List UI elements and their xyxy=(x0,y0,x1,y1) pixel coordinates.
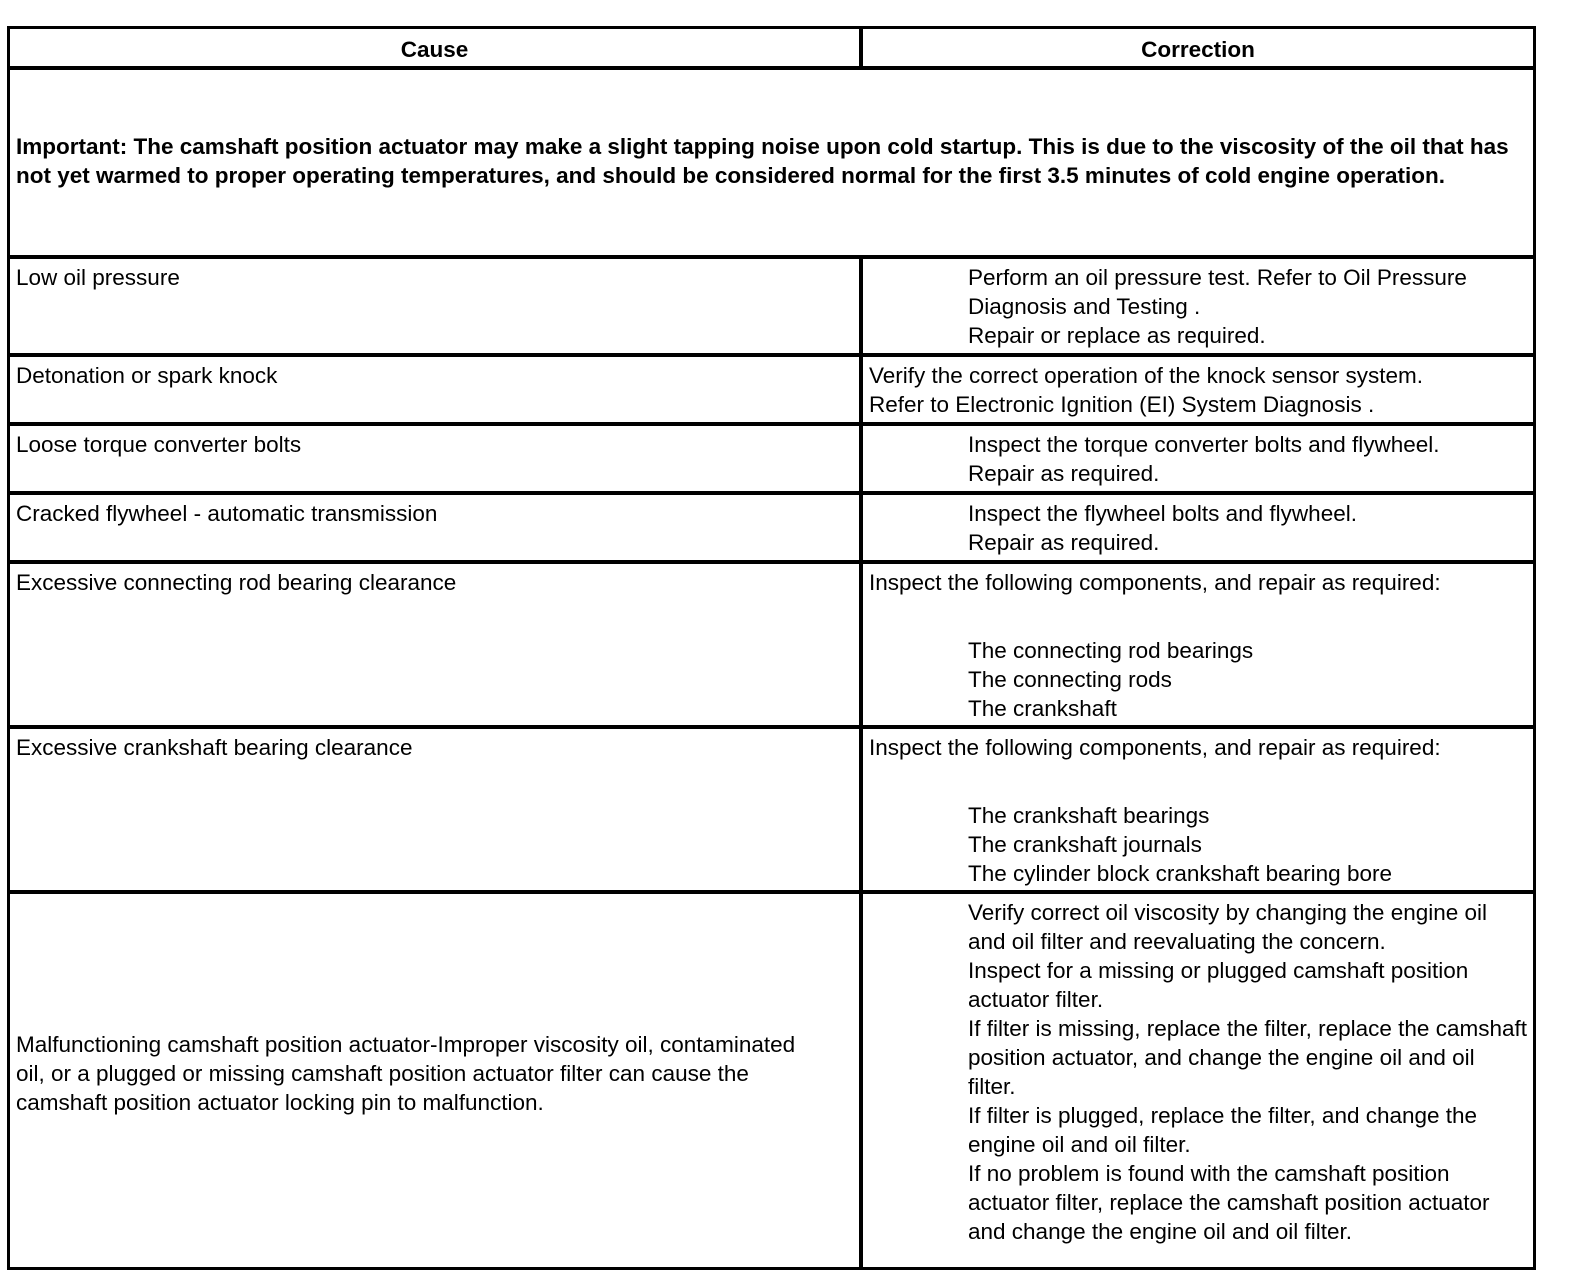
correction-intro: Inspect the following components, and repair as required: xyxy=(869,570,1441,595)
header-correction: Correction xyxy=(1141,37,1255,62)
correction-cell xyxy=(863,495,1533,560)
correction-line: Verify the correct operation of the knock sensor system. xyxy=(869,363,1424,388)
table-row xyxy=(10,729,1533,894)
table-row xyxy=(10,357,1533,426)
correction-cell xyxy=(863,259,1533,353)
correction-cell xyxy=(863,894,1533,1267)
correction-line: Inspect for a missing or plugged camshaft position actuator filter. xyxy=(968,958,1469,1012)
cause-cell: Cracked flywheel - automatic transmission xyxy=(10,495,863,560)
correction-line: Repair as required. xyxy=(968,461,1160,486)
correction-line: The cylinder block crankshaft bearing bore xyxy=(968,861,1392,886)
correction-line: Inspect the torque converter bolts and flywheel. xyxy=(968,432,1440,457)
cause-cell: Loose torque converter bolts xyxy=(10,426,863,491)
table-row xyxy=(10,259,1533,357)
correction-line: The crankshaft journals xyxy=(968,832,1202,857)
correction-line: The connecting rod bearings xyxy=(968,638,1254,663)
correction-cell xyxy=(863,357,1533,422)
correction-line: Inspect the flywheel bolts and flywheel. xyxy=(968,501,1357,526)
table-row xyxy=(10,495,1533,564)
cause-cell: Detonation or spark knock xyxy=(10,357,863,422)
correction-line: Diagnosis and Testing . xyxy=(968,294,1201,319)
correction-cell xyxy=(863,729,1533,890)
correction-cell xyxy=(863,426,1533,491)
correction-line: Verify correct oil viscosity by changing the engine oil and oil filter and reevaluating the concern. xyxy=(968,900,1488,954)
table-row xyxy=(10,564,1533,729)
correction-line: The crankshaft bearings xyxy=(968,803,1210,828)
correction-cell xyxy=(863,564,1533,725)
correction-line: If no problem is found with the camshaft position actuator filter, replace the camshaft position actuator and change the engine oil and oil filter. xyxy=(968,1161,1490,1244)
cause-cell: Low oil pressure xyxy=(10,259,863,353)
table-row xyxy=(10,894,1533,1267)
correction-intro: Inspect the following components, and repair as required: xyxy=(869,735,1441,760)
correction-line: Repair as required. xyxy=(968,530,1160,555)
correction-line: Repair or replace as required. xyxy=(968,323,1266,348)
correction-line: If filter is plugged, replace the filter, and change the engine oil and oil filter. xyxy=(968,1103,1478,1157)
header-cause: Cause xyxy=(10,29,863,66)
important-note-row xyxy=(10,70,1533,259)
correction-line: Refer to Electronic Ignition (EI) System Diagnosis . xyxy=(869,392,1375,417)
table-header-row xyxy=(10,29,1533,70)
correction-line: The connecting rods xyxy=(968,667,1172,692)
correction-line: The crankshaft xyxy=(968,696,1117,721)
diagnosis-table xyxy=(7,26,1536,1270)
cause-text: Malfunctioning camshaft position actuator-Improper viscosity oil, contaminated oil, or a plugged or missing camshaft position actuator filter can cause the camshaft position actuator locking pin to malfunction. xyxy=(16,1032,796,1115)
cause-cell xyxy=(10,894,863,1267)
table-row xyxy=(10,426,1533,495)
cause-cell: Excessive crankshaft bearing clearance xyxy=(10,729,863,890)
cause-cell: Excessive connecting rod bearing clearance xyxy=(10,564,863,725)
important-note: Important: The camshaft position actuator may make a slight tapping noise upon cold startup. This is due to the viscosity of the oil that has not yet warmed to proper operating temperatures, and should be considered normal for the first 3.5 minutes of cold engine operation. xyxy=(16,134,1509,188)
correction-line: Perform an oil pressure test. Refer to Oil Pressure xyxy=(968,265,1467,290)
correction-line: If filter is missing, replace the filter, replace the camshaft position actuator, and change the engine oil and oil filter. xyxy=(968,1016,1527,1099)
